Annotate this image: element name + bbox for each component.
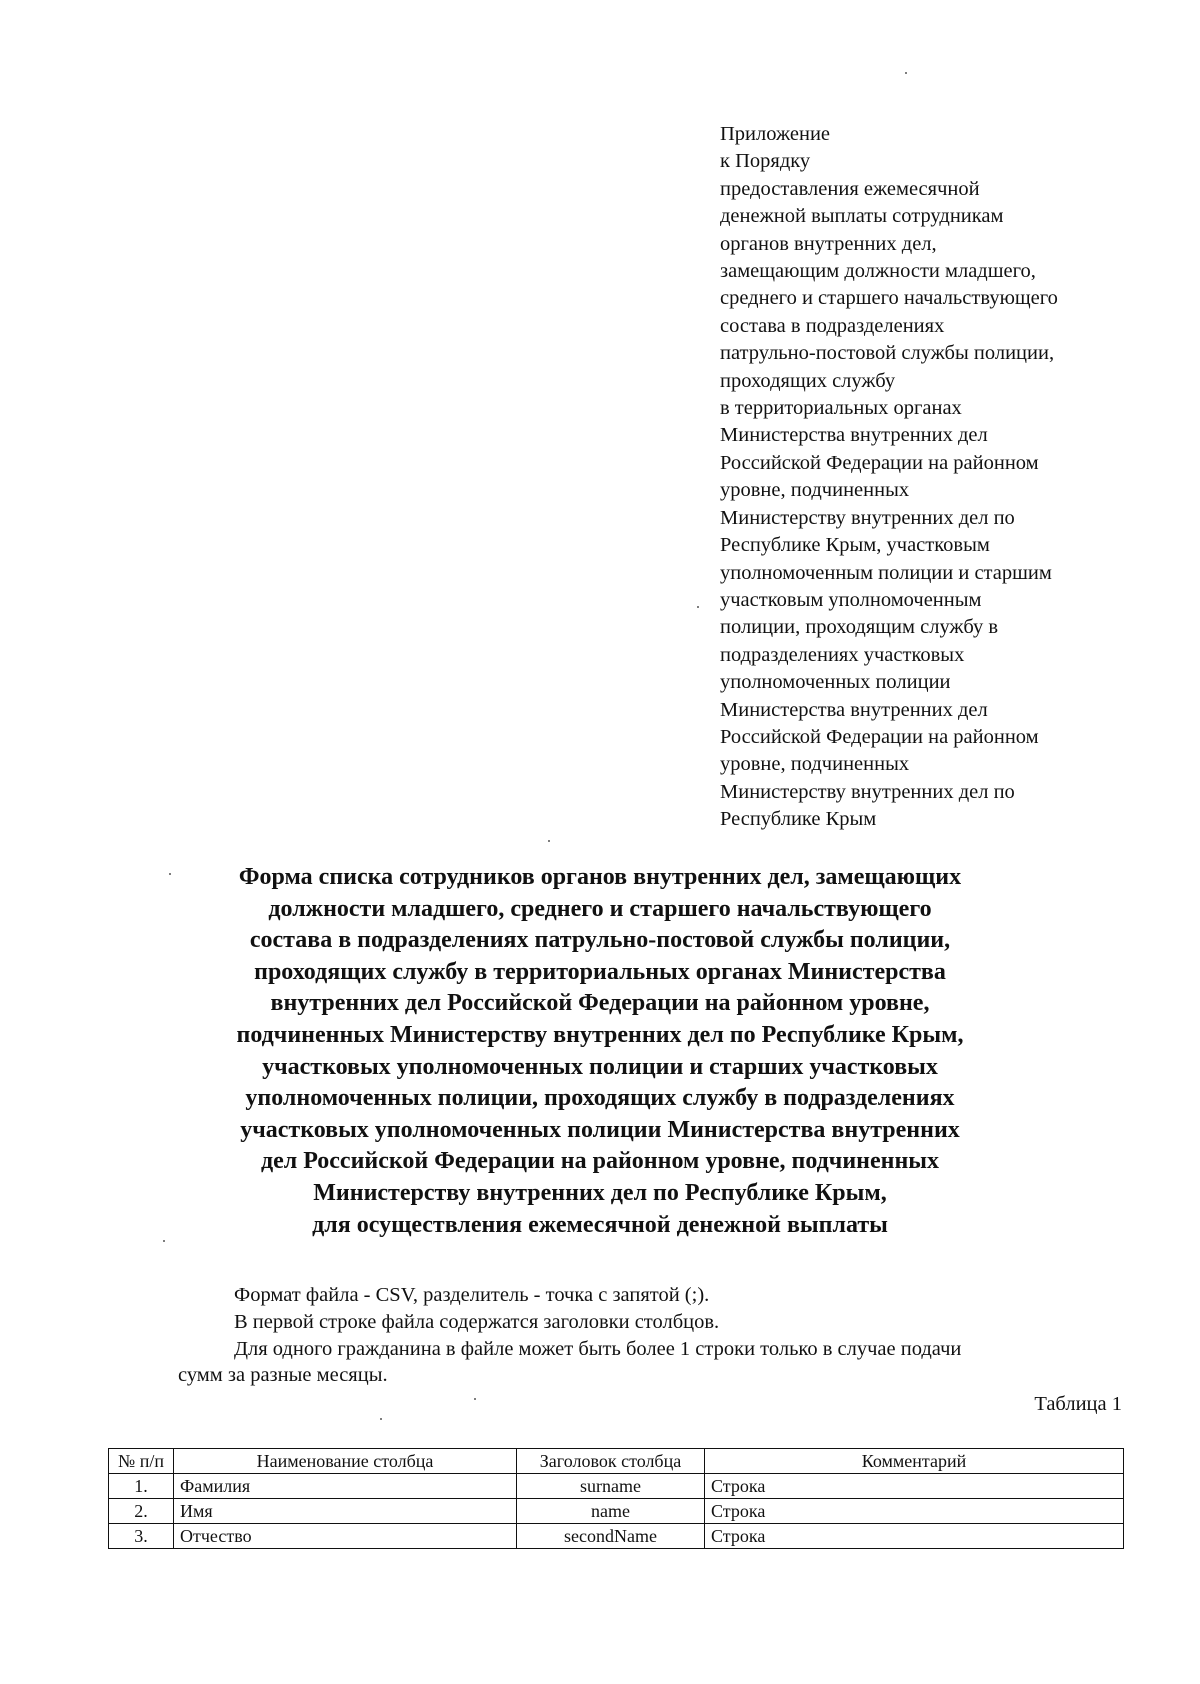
row-column-header: secondName — [517, 1524, 705, 1549]
appendix-line: Республике Крым — [720, 808, 877, 831]
title-line: уполномоченных полиции, проходящих службу в подразделениях — [245, 1085, 955, 1112]
row-num: 2. — [109, 1499, 174, 1524]
appendix-block — [720, 121, 1160, 834]
appendix-line: Министерства внутренних дел — [720, 698, 988, 721]
rows-paragraph: Для одного гражданина в файле может быть более 1 строки только в случае подачи — [234, 1338, 962, 1360]
appendix-line: органов внутренних дел, — [720, 232, 937, 255]
appendix-line: замещающим должности младшего, — [720, 260, 1036, 283]
table-row — [109, 1474, 1124, 1499]
table-row — [109, 1499, 1124, 1524]
title-line: участковых уполномоченных полиции и старших участковых — [262, 1053, 938, 1080]
row-comment: Строка — [705, 1499, 1124, 1524]
title-line: Министерству внутренних дел по Республике Крым, — [313, 1179, 887, 1206]
table-label: Таблица 1 — [1034, 1393, 1122, 1415]
row-num: 3. — [109, 1524, 174, 1549]
row-column-header: name — [517, 1499, 705, 1524]
appendix-line: денежной выплаты сотрудникам — [720, 205, 1004, 228]
scan-speck — [474, 1398, 476, 1400]
format-paragraph: Формат файла - CSV, разделитель - точка с запятой (;). — [234, 1284, 710, 1306]
scan-speck — [163, 1240, 165, 1242]
columns-table — [108, 1448, 1124, 1549]
header-column-header: Заголовок столбца — [517, 1449, 705, 1474]
row-comment: Строка — [705, 1474, 1124, 1499]
title-line: дел Российской Федерации на районном уровне, подчиненных — [260, 1148, 940, 1175]
appendix-line: к Порядку — [720, 150, 811, 173]
title-line: внутренних дел Российской Федерации на районном уровне, — [270, 990, 930, 1017]
title-line: проходящих службу в территориальных органах Министерства — [254, 958, 946, 985]
scan-speck — [380, 1418, 382, 1420]
appendix-line: Министерства внутренних дел — [720, 424, 988, 447]
rows-paragraph-continuation: сумм за разные месяцы. — [178, 1364, 388, 1386]
appendix-line: патрульно-постовой службы полиции, — [720, 342, 1055, 365]
header-column-name: Наименование столбца — [174, 1449, 517, 1474]
table-header-row — [109, 1449, 1124, 1474]
form-title — [150, 862, 1050, 1241]
appendix-line: проходящих службу — [720, 369, 896, 392]
appendix-line: Российской Федерации на районном — [720, 725, 1039, 748]
table-row — [109, 1524, 1124, 1549]
header-num: № п/п — [109, 1449, 174, 1474]
appendix-line: Республике Крым, участковым — [720, 534, 990, 557]
title-line: подчиненных Министерству внутренних дел по Республике Крым, — [236, 1021, 964, 1048]
appendix-line: Российской Федерации на районном — [720, 451, 1039, 474]
headers-paragraph: В первой строке файла содержатся заголовки столбцов. — [234, 1311, 720, 1333]
row-column-name: Отчество — [174, 1524, 517, 1549]
appendix-line: состава в подразделениях — [720, 314, 945, 337]
scan-speck — [697, 606, 699, 608]
row-column-name: Имя — [174, 1499, 517, 1524]
appendix-line: Приложение — [720, 123, 831, 145]
row-column-name: Фамилия — [174, 1474, 517, 1499]
appendix-line: Министерству внутренних дел по — [720, 780, 1015, 803]
appendix-line: уровне, подчиненных — [720, 479, 910, 502]
appendix-line: подразделениях участковых — [720, 643, 965, 666]
title-line: участковых уполномоченных полиции Министерства внутренних — [240, 1116, 960, 1143]
scan-speck — [905, 72, 907, 74]
appendix-line: в территориальных органах — [720, 397, 962, 420]
appendix-line: полиции, проходящим службу в — [720, 616, 999, 639]
row-comment: Строка — [705, 1524, 1124, 1549]
scan-speck — [169, 873, 171, 875]
appendix-line: предоставления ежемесячной — [720, 177, 980, 200]
row-column-header: surname — [517, 1474, 705, 1499]
title-line: должности младшего, среднего и старшего начальствующего — [268, 895, 932, 922]
appendix-line: уровне, подчиненных — [720, 753, 910, 776]
appendix-line: уполномоченных полиции — [720, 671, 951, 694]
appendix-line: уполномоченным полиции и старшим — [720, 561, 1052, 584]
appendix-line: участковым уполномоченным — [720, 588, 982, 611]
title-line: Форма списка сотрудников органов внутренних дел, замещающих — [238, 864, 962, 890]
appendix-line: среднего и старшего начальствующего — [720, 287, 1058, 310]
title-line: состава в подразделениях патрульно-постовой службы полиции, — [249, 927, 951, 954]
scan-speck — [548, 840, 550, 842]
appendix-line: Министерству внутренних дел по — [720, 506, 1015, 529]
title-line: для осуществления ежемесячной денежной выплаты — [312, 1211, 888, 1238]
row-num: 1. — [109, 1474, 174, 1499]
header-comment: Комментарий — [705, 1449, 1124, 1474]
